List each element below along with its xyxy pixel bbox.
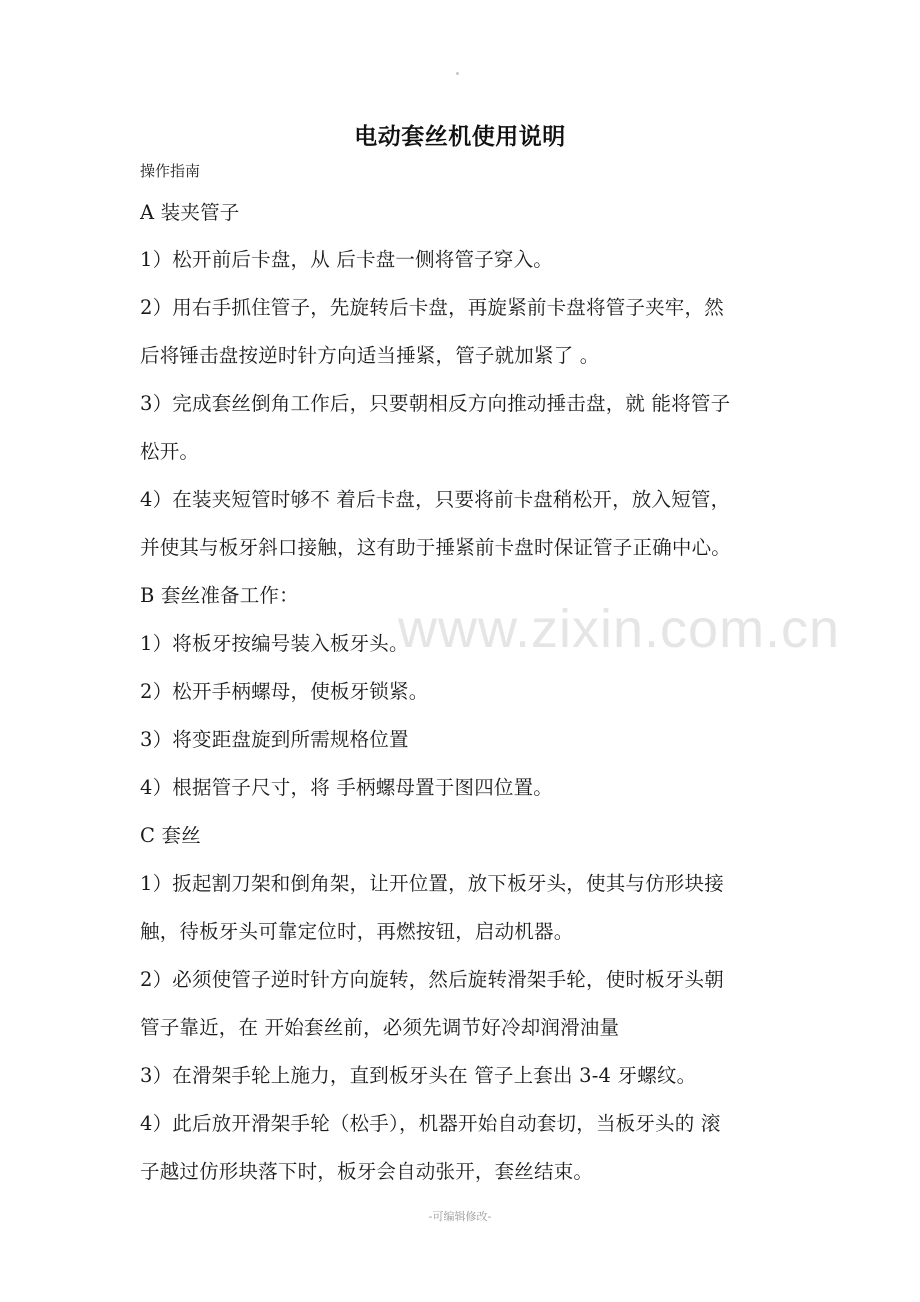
section-heading-a: A 装夹管子 (140, 201, 240, 224)
text-line: 2）用右手抓住管子，先旋转后卡盘，再旋紧前卡盘将管子夹牢，然 (140, 296, 724, 319)
text-line: 子越过仿形块落下时，板牙会自动张开，套丝结束。 (140, 1160, 594, 1183)
text-line: 3）在滑架手轮上施力，直到板牙头在 管子上套出 3-4 牙螺纹。 (140, 1064, 697, 1087)
page-footer: -可编辑修改- (428, 1210, 492, 1223)
text-line: 2）必须使管子逆时针方向旋转，然后旋转滑架手轮，使时板牙头朝 (140, 968, 724, 991)
page-marker-dot (456, 72, 459, 75)
document-title: 电动套丝机使用说明 (354, 124, 566, 150)
text-line: 4）在装夹短管时够不 着后卡盘，只要将前卡盘稍松开，放入短管， (140, 488, 731, 511)
document-subtitle: 操作指南 (140, 162, 201, 180)
section-heading-c: C 套丝 (140, 824, 201, 847)
text-line: 并使其与板牙斜口接触，这有助于捶紧前卡盘时保证管子正确中心。 (140, 536, 732, 559)
text-line: 1）松开前后卡盘，从 后卡盘一侧将管子穿入。 (140, 248, 554, 271)
text-line: 触，待板牙头可靠定位时，再燃按钮，启动机器。 (140, 920, 574, 943)
text-line: 4）此后放开滑架手轮（松手），机器开始自动套切，当板牙头的 滚 (140, 1112, 721, 1135)
section-heading-b: B 套丝准备工作： (140, 584, 299, 607)
text-line: 1）将板牙按编号装入板牙头。 (140, 632, 409, 655)
text-line: 2）松开手柄螺母，使板牙锁紧。 (140, 680, 429, 703)
text-line: 后将锤击盘按逆时针方向适当捶紧，管子就加紧了 。 (140, 344, 600, 367)
text-line: 松开。 (140, 440, 200, 463)
text-line: 3）将变距盘旋到所需规格位置 (140, 728, 409, 751)
text-line: 1）扳起割刀架和倒角架，让开位置，放下板牙头，使其与仿形块接 (140, 872, 724, 895)
watermark: www.zixin.com.cn (398, 599, 841, 659)
text-line: 4）根据管子尺寸，将 手柄螺母置于图四位置。 (140, 776, 554, 799)
text-line: 3）完成套丝倒角工作后，只要朝相反方向推动捶击盘，就 能将管子 (140, 392, 731, 415)
text-line: 管子靠近，在 开始套丝前，必须先调节好冷却润滑油量 (140, 1016, 620, 1039)
